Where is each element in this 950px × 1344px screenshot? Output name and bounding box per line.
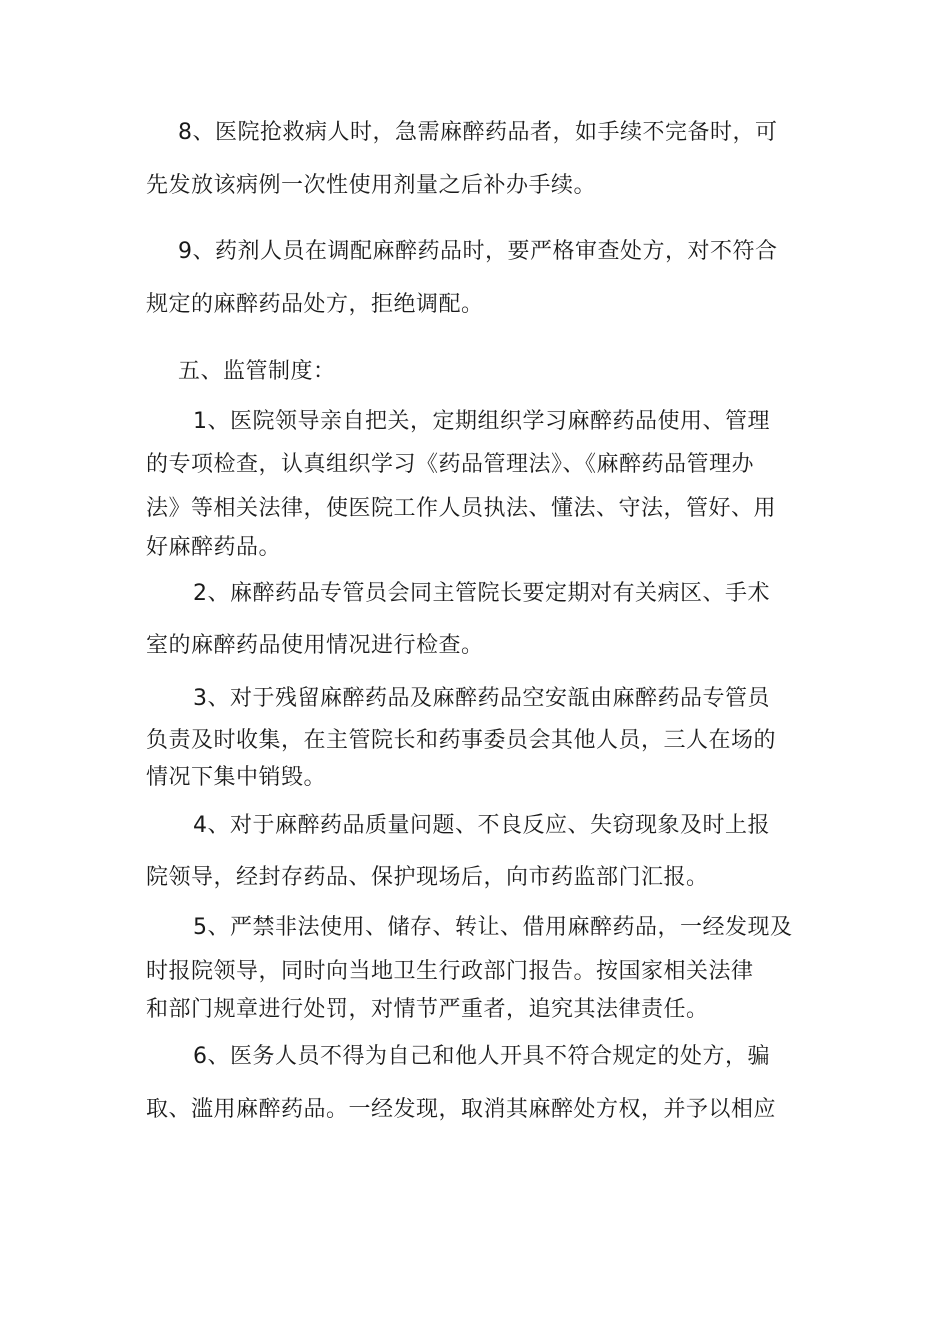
rule-1-line-4: 好麻醉药品。	[146, 535, 282, 560]
rule-3-line-3: 情况下集中销毁。	[146, 765, 327, 790]
rule-1-line-2: 的专项检查，认真组织学习《药品管理法》、《麻醉药品管理办	[146, 452, 755, 477]
section-heading-supervision: 五、监管制度：	[178, 359, 336, 384]
rule-5-line-1: 5、严禁非法使用、储存、转让、借用麻醉药品，一经发现及	[193, 915, 793, 940]
rule-5-line-2: 时报院领导，同时向当地卫生行政部门报告。按国家相关法律	[146, 959, 754, 984]
rule-2-line-1: 2、麻醉药品专管员会同主管院长要定期对有关病区、手术	[193, 581, 770, 606]
paragraph-9-line-1: 9、药剂人员在调配麻醉药品时，要严格审查处方，对不符合	[178, 239, 778, 264]
paragraph-9-line-2: 规定的麻醉药品处方，拒绝调配。	[146, 292, 484, 317]
rule-1-line-1: 1、医院领导亲自把关，定期组织学习麻醉药品使用、管理	[193, 409, 770, 434]
rule-2-line-2: 室的麻醉药品使用情况进行检查。	[146, 633, 484, 658]
rule-5-line-3: 和部门规章进行处罚，对情节严重者，追究其法律责任。	[146, 997, 709, 1022]
rule-4-line-1: 4、对于麻醉药品质量问题、不良反应、失窃现象及时上报	[193, 813, 770, 838]
rule-3-line-1: 3、对于残留麻醉药品及麻醉药品空安瓿由麻醉药品专管员	[193, 686, 770, 711]
paragraph-8-line-1: 8、医院抢救病人时，急需麻醉药品者，如手续不完备时，可	[178, 120, 778, 145]
rule-6-line-1: 6、医务人员不得为自己和他人开具不符合规定的处方，骗	[193, 1044, 770, 1069]
paragraph-8-line-2: 先发放该病例一次性使用剂量之后补办手续。	[146, 173, 597, 198]
rule-4-line-2: 院领导，经封存药品、保护现场后，向市药监部门汇报。	[146, 865, 709, 890]
rule-6-line-2: 取、滥用麻醉药品。一经发现，取消其麻醉处方权，并予以相应	[146, 1097, 777, 1122]
rule-3-line-2: 负责及时收集，在主管院长和药事委员会其他人员，三人在场的	[146, 728, 777, 753]
rule-1-line-3: 法》等相关法律，使医院工作人员执法、懂法、守法，管好、用	[146, 496, 777, 521]
